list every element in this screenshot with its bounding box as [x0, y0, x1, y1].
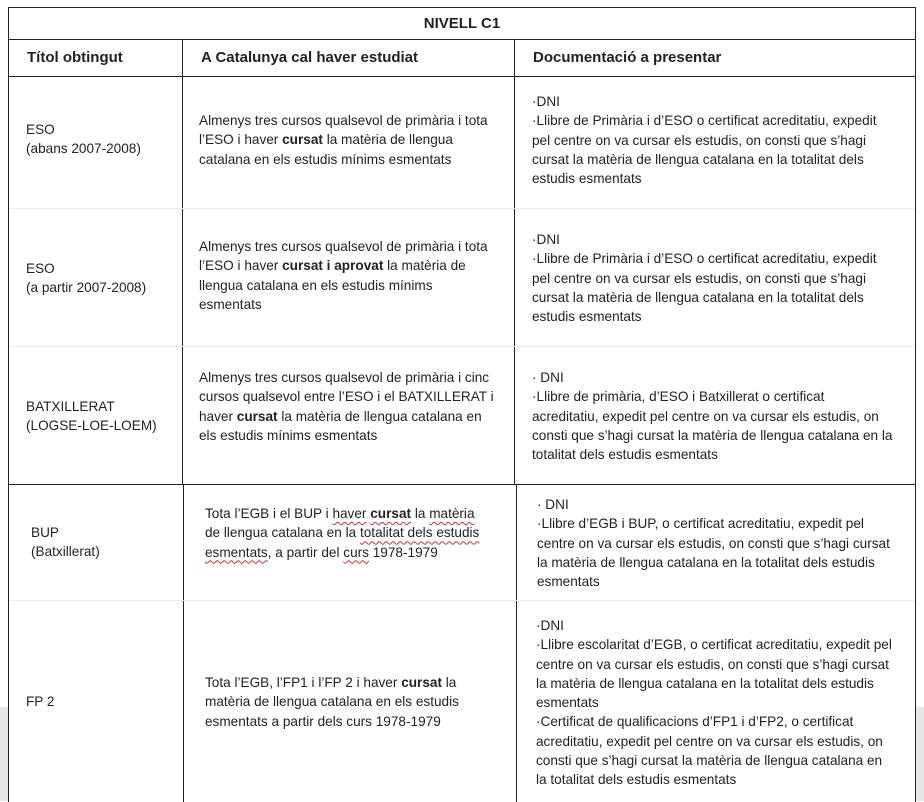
row-title-name: ESO — [26, 122, 55, 137]
table-row-docs — [532, 368, 894, 464]
table-row-study — [205, 673, 495, 731]
table-row-study — [199, 368, 497, 445]
study-text: la matèria de llengua catalana en els estudis mínims esmentats — [199, 258, 466, 312]
header-title-obtained: Títol obtingut — [27, 49, 123, 66]
row-title-period: (Batxillerat) — [31, 544, 100, 560]
row-divider — [9, 484, 915, 485]
doc-item: ·Certificat de qualificacions d’FP1 i d’FP2, o certificat acreditatiu, expedit pel centre on va cursar els estudis, on consti que s’hagi cursat la matèria de llengua catalana en la totalitat dels estudis esmentats — [536, 714, 883, 788]
row-divider — [9, 346, 915, 347]
doc-item: ·Llibre escolaritat d’EGB, o certificat acreditatiu, expedit pel centre on va cursar els estudis, on consti que s’hagi cursat la matèria de llengua catalana en la totalitat dels estudis esmentats — [536, 637, 892, 711]
row-title-period: (abans 2007-2008) — [26, 141, 141, 157]
row-title-name: BATXILLERAT — [26, 399, 115, 414]
study-text: totalitat dels estudis esmentats — [205, 525, 480, 560]
table-row-docs — [532, 92, 894, 188]
table-row-study — [205, 504, 485, 562]
row-title-name: FP 2 — [26, 694, 55, 709]
doc-item: ·Llibre de Primària i d’ESO o certificat acreditatiu, expedit pel centre on va cursar els estudis, on consti que s’hagi cursat la matèria de llengua catalana en la totalitat dels estudis esmentats — [532, 251, 877, 325]
study-text: la — [411, 506, 430, 521]
table-row-title — [26, 397, 176, 436]
study-emphasis: cursat — [370, 506, 412, 521]
table-row-title — [26, 120, 176, 159]
study-text: Almenys tres cursos qualsevol de primària i cinc cursos qualsevol entre l’ESO i el BATXILLERAT i haver — [199, 370, 494, 424]
row-title-name: ESO — [26, 261, 55, 276]
study-text: la matèria de llengua catalana en els estudis esmentats a partir dels curs 1978-1979 — [205, 675, 459, 729]
table-row-title — [26, 692, 176, 711]
study-emphasis: cursat — [401, 675, 442, 690]
study-text: Almenys tres cursos qualsevol de primària i tota l’ESO i haver — [199, 239, 488, 274]
doc-item: · DNI — [532, 370, 564, 385]
header-divider — [9, 76, 915, 77]
column-divider — [514, 40, 515, 485]
column-divider — [516, 485, 517, 802]
study-text: matèria — [429, 506, 475, 521]
study-emphasis: cursat i aprovat — [282, 258, 384, 274]
study-text: , a partir del — [267, 544, 344, 560]
table-row-docs — [536, 616, 896, 790]
doc-item: ·DNI — [532, 232, 560, 247]
header-documentation: Documentació a presentar — [533, 49, 722, 66]
table-row-study — [199, 237, 497, 314]
doc-item: ·DNI — [532, 94, 560, 109]
doc-item: · DNI — [537, 497, 569, 512]
column-divider — [183, 485, 184, 802]
study-text: Tota l’EGB, l’FP1 i l’FP 2 i haver — [205, 675, 402, 690]
table-row-title — [31, 523, 181, 562]
row-title-period: (a partir 2007-2008) — [26, 280, 147, 296]
study-text: la matèria de llengua catalana en els estudis mínims esmentats — [199, 408, 482, 443]
row-title-name: BUP — [31, 525, 59, 540]
doc-item: ·Llibre de primària, d’ESO i Batxillerat o certificat acreditatiu, expedit pel centre on va cursar els estudis, on consti que s’hagi cursat la matèria de llengua catalana en la totalitat dels estudis esmentats — [532, 389, 893, 463]
row-divider — [9, 600, 915, 601]
table-row-study — [199, 111, 497, 169]
requirements-table — [8, 7, 916, 802]
study-emphasis: cursat — [236, 408, 278, 424]
table-row-docs — [537, 495, 899, 591]
row-divider — [9, 208, 915, 209]
table-title: NIVELL C1 — [9, 8, 915, 40]
study-text: la matèria de llengua catalana en els estudis mínims esmentats — [199, 132, 453, 167]
doc-item: ·DNI — [536, 618, 564, 633]
row-title-period: (LOGSE-LOE-LOEM) — [26, 418, 157, 434]
study-text: Tota l’EGB i el BUP i — [205, 506, 333, 521]
study-text: haver — [332, 506, 367, 521]
doc-item: ·Llibre de Primària i d’ESO o certificat acreditatiu, expedit pel centre on va cursar els estudis, on consti que s’hagi cursat la matèria de llengua catalana en la totalitat dels estudis esmentats — [532, 113, 877, 187]
study-text: Almenys tres cursos qualsevol de primària i tota l’ESO i haver — [199, 113, 488, 148]
doc-item: ·Llibre d’EGB i BUP, o certificat acreditatiu, expedit pel centre on va cursar els estudis, on consti que s’hagi cursat la matèria de llengua catalana en la totalitat dels estudis esmentats — [537, 516, 890, 590]
table-row-docs — [532, 230, 894, 326]
header-study-required: A Catalunya cal haver estudiat — [201, 49, 419, 66]
study-text: curs — [343, 544, 369, 560]
table-row-title — [26, 259, 176, 298]
study-text: 1978-1979 — [368, 544, 438, 560]
study-emphasis: cursat — [282, 132, 323, 148]
study-text: de llengua catalana en la — [205, 525, 360, 541]
column-divider — [182, 40, 183, 485]
